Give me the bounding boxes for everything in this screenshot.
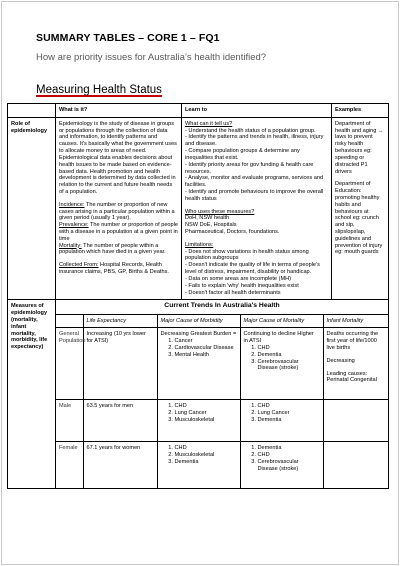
incidence-term: Incidence: <box>59 201 85 208</box>
learn-item: - Analyse, monitor and evaluate programs, services and facilities. <box>185 175 324 189</box>
header-row <box>8 104 389 118</box>
learn-heading: What can it tell us? <box>185 120 233 127</box>
list-item: 2. Lung Cancer <box>175 410 237 417</box>
who-item: NSW DoE, Hospitals <box>185 222 237 229</box>
list-item: 2. Musculoskeletal <box>175 452 237 459</box>
trends-col-life: Life Expectancy <box>83 315 157 328</box>
mortality-term: Mortality: <box>59 242 82 249</box>
trends-header-blank <box>56 315 83 328</box>
group-label: Female <box>56 442 83 488</box>
collected-term: Collected From: <box>59 262 99 269</box>
group-label: General Population <box>56 328 83 400</box>
col-examples: Examples <box>332 104 389 118</box>
list-item: 1. Cancer <box>175 338 237 345</box>
learn-item: - Identify the patterns and trends in health, illness, injury and disease. <box>185 134 324 148</box>
section-heading: Measuring Health Status <box>36 84 162 96</box>
definition-text: Epidemiology is the study of disease in groups or populations through the collection of data and information, to identify patterns and causes. It's basically what the government uses to allocate money to areas of need. Epidemiological data enables decisions about health issues to be made based on evidence-based data. Health promotion and health development is determined by data collected in relation to the current and future health needs of a population. <box>59 120 177 195</box>
mortality-text: The number of people within a population which have died in a given year. <box>59 242 166 256</box>
row-label-measures: Measures of epidemiology (mortality, infant mortality, morbidity, life expectancy) <box>8 300 56 489</box>
morbidity-cell <box>157 400 240 442</box>
page-title: SUMMARY TABLES – CORE 1 – FQ1 <box>36 32 220 44</box>
infant-mortality-cell <box>323 328 389 400</box>
morbidity-list <box>161 403 237 423</box>
learn-item: - Understand the health status of a population group. <box>185 127 316 134</box>
infant-causes: Leading causes: Perinatal Congenital <box>326 370 377 384</box>
life-expectancy-value: 63.5 years for men <box>83 400 157 442</box>
mortality-list <box>244 345 320 372</box>
list-item: 1. CHD <box>175 403 237 410</box>
list-item: 3. Cerebrovascular Disease (stroke) <box>258 459 320 473</box>
page-question: How are priority issues for Australia’s health identified? <box>36 52 267 63</box>
who-heading: Who uses these measures? <box>185 208 255 215</box>
examples-education: Department of Education: promoting healthy habits and behaviours at school eg: crunch and sip, slipslopslap, guidelines and prevention of injury eg: mouth guards <box>335 181 383 256</box>
list-item: 3. Dementia <box>175 459 237 466</box>
trends-row-male <box>56 400 389 442</box>
list-item: 2. CHD <box>258 452 320 459</box>
measures-row <box>8 300 389 489</box>
row-label-epidemiology: Role of epidemiology <box>8 117 56 300</box>
learn-item: - Compare population groups & determine any inequalities that exist. <box>185 148 300 161</box>
life-expectancy-value: Increasing (10 yrs lower for ATSI) <box>83 328 157 400</box>
mortality-item <box>59 243 178 257</box>
learn-item: - Identify priority areas for gov funding & health care resources. <box>185 161 314 175</box>
prevalence-item <box>59 222 178 242</box>
header-blank <box>8 104 56 118</box>
list-item: 3. Mental Health <box>175 352 237 359</box>
col-learn: Learn to <box>182 104 332 118</box>
morbidity-list <box>161 445 237 465</box>
infant-definition: Deaths occurring the first year of life/1000 live births <box>326 331 379 352</box>
trends-row-female <box>56 442 389 488</box>
infant-mortality-cell <box>323 400 389 442</box>
list-item: 3. Cerebrovascular Disease (stroke) <box>258 359 320 373</box>
morbidity-cell <box>157 328 240 400</box>
col-what: What is it? <box>56 104 182 118</box>
infant-trend: Decreasing <box>326 357 355 364</box>
limitation-item: - Doesn't indicate the quality of life in terms of people's level of distress, impairment, disability or handicap. <box>185 262 320 276</box>
morbidity-cell <box>157 442 240 488</box>
trends-header-row <box>56 315 389 328</box>
list-item: 2. Lung Cancer <box>258 410 320 417</box>
limitations-heading: Limitations: <box>185 241 214 248</box>
limitation-item: - Fails to explain 'why' health inequalities exist <box>185 282 299 289</box>
trends-cell <box>56 300 389 489</box>
list-item: 1. CHD <box>258 403 320 410</box>
who-item: DoH, NSW health <box>185 215 230 222</box>
epidemiology-what-cell <box>56 117 182 300</box>
list-item: 2. Dementia <box>258 352 320 359</box>
group-label: Male <box>56 400 83 442</box>
prevalence-term: Prevalence: <box>59 222 89 229</box>
trends-col-morbidity: Major Cause of Morbidity <box>157 315 240 328</box>
prevalence-text: The number or proportion of people with a disease in a population at a given point in time <box>59 222 179 242</box>
limitation-item: - Doesn't factor all health determinants <box>185 289 281 296</box>
list-item: 2. Cardiovascular Disease <box>175 345 237 352</box>
epidemiology-row <box>8 117 389 300</box>
morbidity-intro: Decreasing Greatest Burden = <box>160 331 237 338</box>
trends-table <box>56 315 389 488</box>
trends-col-mortality: Major Cause of Mortality <box>240 315 323 328</box>
list-item: 3. Dementia <box>258 417 320 424</box>
mortality-list <box>244 445 320 472</box>
examples-health: Department of health and aging → laws to prevent risky health behaviours eg: speeding or distracted P1 drivers <box>335 120 384 175</box>
list-item: 1. CHD <box>175 445 237 452</box>
morbidity-list <box>161 338 237 358</box>
life-expectancy-value: 67.1 years for women <box>83 442 157 488</box>
limitation-item: - Data on some areas are incomplete (MH) <box>185 275 292 282</box>
learn-item: - Identify and promote behaviours to improve the overall health status <box>185 188 324 202</box>
trends-row-general <box>56 328 389 400</box>
collected-item <box>59 262 178 276</box>
trends-col-infant: Infant Mortality <box>323 315 389 328</box>
mortality-intro: Continuing to decline Higher in ATSI <box>243 331 314 345</box>
mortality-list <box>244 403 320 423</box>
trends-title: Current Trends In Australia's Health <box>56 300 388 314</box>
incidence-item <box>59 202 178 222</box>
epidemiology-learn-cell <box>182 117 332 300</box>
mortality-cell <box>240 328 323 400</box>
epidemiology-examples-cell <box>332 117 389 300</box>
who-item: Pharmaceutical, Doctors, foundations. <box>185 229 280 235</box>
list-item: 1. CHD <box>258 345 320 352</box>
collected-text: Hospital Records, Health insurance claims, PBS, GP, Births & Deaths. <box>59 262 169 276</box>
incidence-text: The number or proportion of new cases arising in a particular population within a given period (usually 1 year). <box>59 201 175 222</box>
summary-table <box>7 103 389 489</box>
list-item: 3. Musculoskeletal <box>175 417 237 424</box>
list-item: 1. Dementia <box>258 445 320 452</box>
infant-mortality-cell <box>323 442 389 488</box>
mortality-cell <box>240 442 323 488</box>
limitation-item: - Does not show variations in health status among population subgroups <box>185 248 309 262</box>
mortality-cell <box>240 400 323 442</box>
